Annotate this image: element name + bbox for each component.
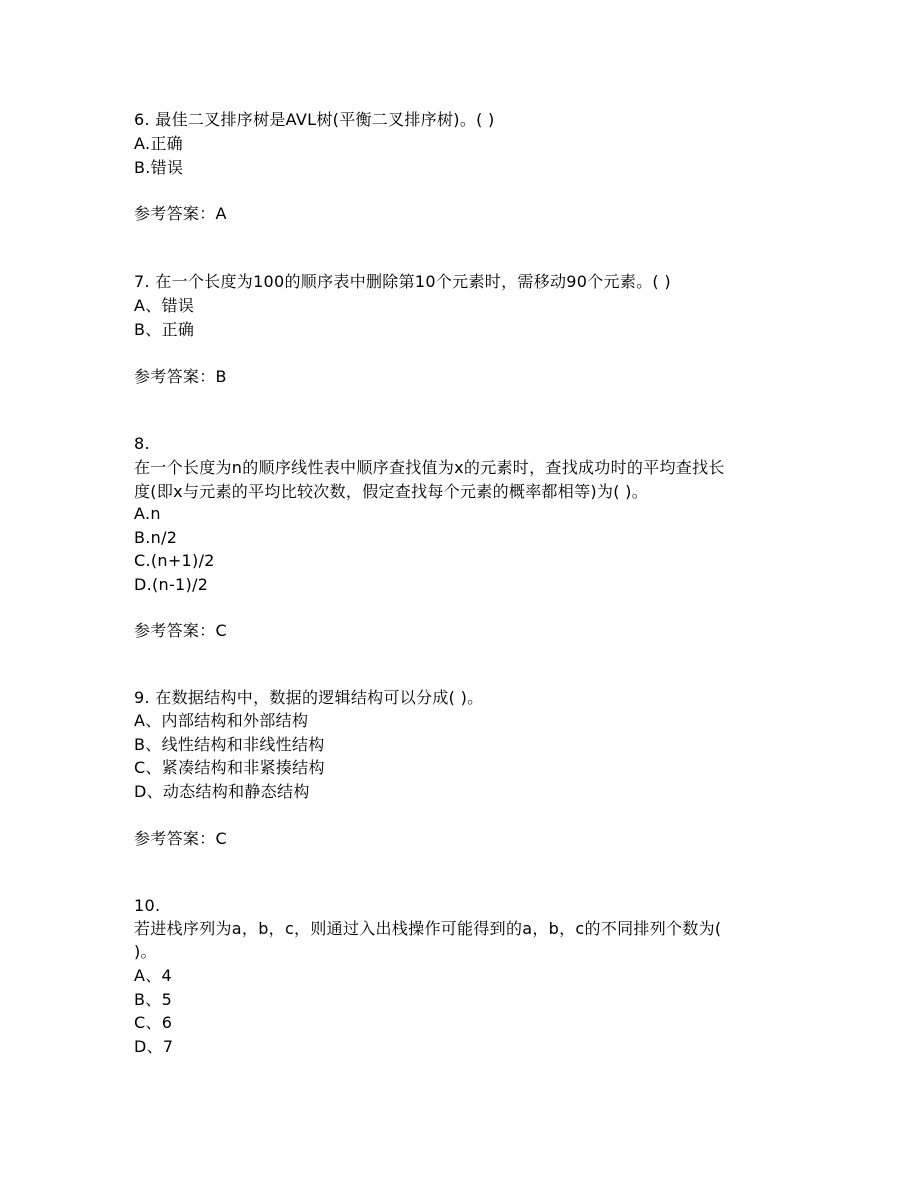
question-10-stem-line-1: 若进栈序列为a，b，c，则通过入出栈操作可能得到的a，b，c的不同排列个数为( xyxy=(134,919,722,938)
question-8-option-d: D.(n-1)/2 xyxy=(134,575,209,594)
question-10-stem-line-2: )。 xyxy=(134,942,157,961)
question-8-answer: 参考答案：C xyxy=(134,621,227,640)
question-text: 在一个长度为100的顺序表中删除第10个元素时，需移动90个元素。( ) xyxy=(155,272,671,291)
question-10-option-b: B、5 xyxy=(134,990,173,1009)
question-6-option-b: B.错误 xyxy=(134,158,184,177)
question-10-number: 10. xyxy=(134,896,161,915)
question-8-option-c: C.(n+1)/2 xyxy=(134,551,215,570)
question-6-answer: 参考答案：A xyxy=(134,204,227,223)
question-7-option-b: B、正确 xyxy=(134,320,195,339)
question-6-stem xyxy=(134,110,495,130)
question-9-option-d: D、动态结构和静态结构 xyxy=(134,782,310,801)
question-number: 7. xyxy=(134,272,150,291)
question-number: 6. xyxy=(134,110,150,129)
question-text: 在数据结构中，数据的逻辑结构可以分成( )。 xyxy=(155,688,484,707)
question-10-option-d: D、7 xyxy=(134,1037,174,1056)
question-7-stem xyxy=(134,272,671,292)
question-9-option-b: B、线性结构和非线性结构 xyxy=(134,735,325,754)
question-7-option-a: A、错误 xyxy=(134,296,195,315)
question-7-answer: 参考答案：B xyxy=(134,367,227,386)
question-8-option-b: B.n/2 xyxy=(134,528,178,547)
question-8-stem-line-2: 度(即x与元素的平均比较次数，假定查找每个元素的概率都相等)为( )。 xyxy=(134,482,649,501)
question-8-number: 8. xyxy=(134,434,150,453)
question-9-stem xyxy=(134,688,483,708)
question-number: 9. xyxy=(134,688,150,707)
question-text: 最佳二叉排序树是AVL树(平衡二叉排序树)。( ) xyxy=(155,110,495,129)
question-8-stem-line-1: 在一个长度为n的顺序线性表中顺序查找值为x的元素时，查找成功时的平均查找长 xyxy=(134,458,725,477)
question-9-option-a: A、内部结构和外部结构 xyxy=(134,711,309,730)
question-9-option-c: C、紧凑结构和非紧揍结构 xyxy=(134,758,325,777)
question-8-option-a: A.n xyxy=(134,504,161,523)
question-10-option-a: A、4 xyxy=(134,966,173,985)
question-6-option-a: A.正确 xyxy=(134,134,183,153)
question-10-option-c: C、6 xyxy=(134,1013,173,1032)
question-9-answer: 参考答案：C xyxy=(134,829,227,848)
